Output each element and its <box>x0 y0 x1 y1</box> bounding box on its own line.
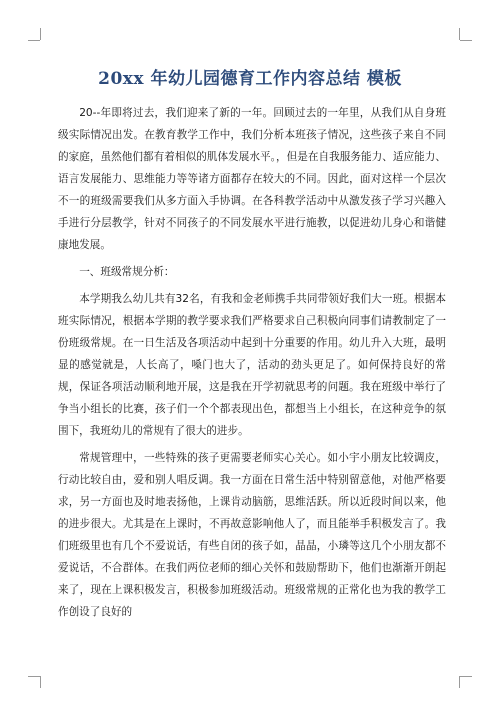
crop-mark-bottom-left-v <box>40 676 41 688</box>
crop-mark-bottom-left-h <box>28 676 40 677</box>
paragraph-intro: 20--年即将过去，我们迎来了新的一年。回顾过去的一年里，从我们从自身班级实际情况出发。在教育教学工作中，我们分析本班孩子情况，这些孩子来自不同的家庭，虽然他们都有着相似的肌体发展水平。，但是在自我服务能力、适应能力、语言发展能力、思维能力等等诸方面都存在较大的不同。因此，面对这样一个层次不一的班级需要我们从多方面入手协调。在各科教学活动中从激发孩子学习兴趣入手进行分层教学，针对不同孩子的不同发展水平进行施教，以促进幼儿身心和谐健康地发展。 <box>58 107 446 251</box>
paragraph-class-routine: 本学期我么幼儿共有32名，有我和金老师携手共同带领好我们大一班。根据本班实际情况，根据本学期的教学要求我们严格要求自己积极向同事们请教制定了一份班级常规。在一日生活及各项活动中起到十分重要的作用。幼儿升入大班，最明显的感觉就是，人长高了，嗓门也大了，活动的劲头更足了。如何保持良好的常规，保证各项活动顺利地开展，这是我在开学初就思考的问题。我在班级中举行了争当小组长的比赛，孩子们一个个都表现出色，都想当上小组长，在这种竞争的氛围下，我班幼儿的常规有了很大的进步。 <box>58 293 446 437</box>
crop-mark-top-right-v <box>459 28 460 40</box>
crop-mark-bottom-right-h <box>460 676 472 677</box>
section-heading-class-routine: 一、班级常规分析： <box>79 266 175 278</box>
crop-mark-top-right-h <box>460 40 472 41</box>
crop-mark-top-left-h <box>28 40 40 41</box>
crop-mark-bottom-right-v <box>459 676 460 688</box>
document-title: 20xx 年幼儿园德育工作内容总结 模板 <box>98 69 402 89</box>
document-body <box>58 102 446 628</box>
paragraph-routine-management: 常规管理中，一些特殊的孩子更需要老师实心关心。如小宇小朋友比较调皮，行动比较自由，爱和别人唱反调。我一方面在日常生活中特别留意他，对他严格要求，另一方面也及时地表扬他，上课肯动脑筋，思维活跃。所以近段时间以来，他的进步很大。尤其是在上课时，不再故意影响他人了，而且能举手积极发言了。我们班级里也有几个不爱说话，有些自闭的孩子如，晶晶，小璘等这几个小朋友都不爱说话，不合群体。在我们两位老师的细心关怀和鼓励帮助下，他们也渐渐开朗起来了，现在上课积极发言，积极参加班级活动。班级常规的正常化也为我的教学工作创设了良好的 <box>58 452 446 618</box>
crop-mark-top-left-v <box>40 28 41 40</box>
